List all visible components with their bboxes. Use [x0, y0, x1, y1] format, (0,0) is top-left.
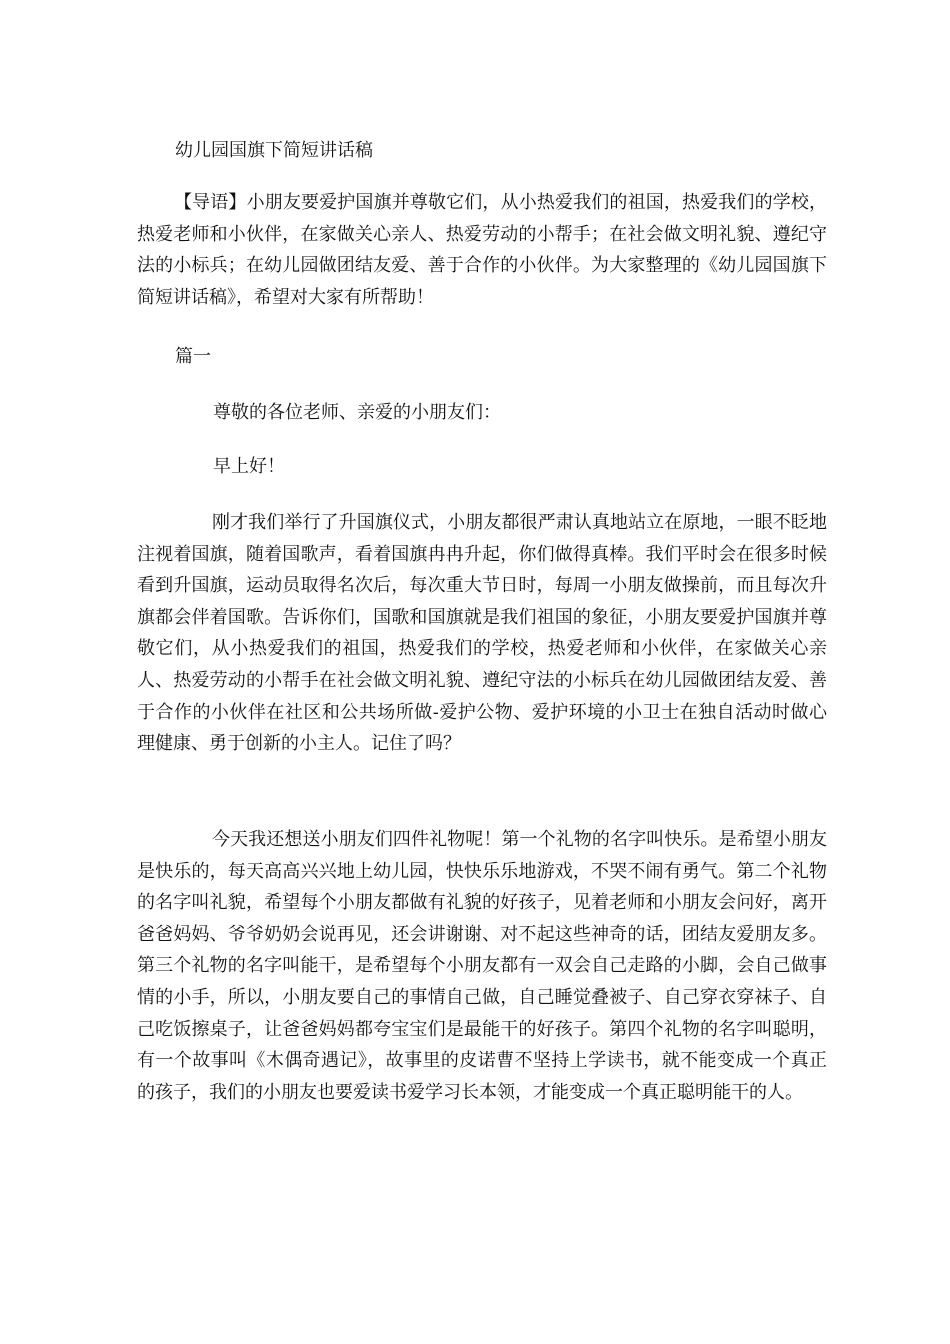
body-paragraph-2: 今天我还想送小朋友们四件礼物呢！第一个礼物的名字叫快乐。是希望小朋友是快乐的，每天高高兴兴地上幼儿园，快快乐乐地游戏，不哭不闹有勇气。第二个礼物的名字叫礼貌，希望每个小朋友都做有礼貌的好孩子，见着老师和小朋友会问好，离开爸爸妈妈、爷爷奶奶会说再见，还会讲谢谢、对不起这些神奇的话，团结友爱朋友多。第三个礼物的名字叫能干，是希望每个小朋友都有一双会自己走路的小脚，会自己做事情的小手，所以，小朋友要自己的事情自己做，自己睡觉叠被子、自己穿衣穿袜子、自己吃饭擦桌子，让爸爸妈妈都夸宝宝们是最能干的好孩子。第四个礼物的名字叫聪明，有一个故事叫《木偶奇遇记》，故事里的皮诺曹不坚持上学读书，就不能变成一个真正的孩子，我们的小朋友也要爱读书爱学习长本领，才能变成一个真正聪明能干的人。 — [137, 829, 827, 1103]
intro-paragraph: 【导语】小朋友要爱护国旗并尊敬它们，从小热爱我们的祖国，热爱我们的学校，热爱老师和小伙伴，在家做关心亲人、热爱劳动的小帮手；在社会做文明礼貌、遵纪守法的小标兵；在幼儿园做团结友爱、善于合作的小伙伴。为大家整理的《幼儿园国旗下简短讲话稿》，希望对大家有所帮助！ — [137, 192, 827, 308]
section-heading: 篇一 — [175, 346, 211, 367]
greeting-line: 早上好！ — [213, 456, 285, 477]
body-paragraph-1: 刚才我们举行了升国旗仪式，小朋友都很严肃认真地站立在原地，一眼不眨地注视着国旗，随着国歌声，看着国旗冉冉升起，你们做得真棒。我们平时会在很多时候看到升国旗，运动员取得名次后，每次重大节日时，每周一小朋友做操前，而且每次升旗都会伴着国歌。告诉你们，国歌和国旗就是我们祖国的象征，小朋友要爱护国旗并尊敬它们，从小热爱我们的祖国，热爱我们的学校，热爱老师和小伙伴，在家做关心亲人、热爱劳动的小帮手在社会做文明礼貌、遵纪守法的小标兵在幼儿园做团结友爱、善于合作的小伙伴在社区和公共场所做-爱护公物、爱护环境的小卫士在独自活动时做心理健康、勇于创新的小主人。记住了吗？ — [137, 512, 827, 755]
document-title: 幼儿园国旗下简短讲话稿 — [175, 140, 373, 161]
salutation: 尊敬的各位老师、亲爱的小朋友们： — [213, 402, 501, 423]
